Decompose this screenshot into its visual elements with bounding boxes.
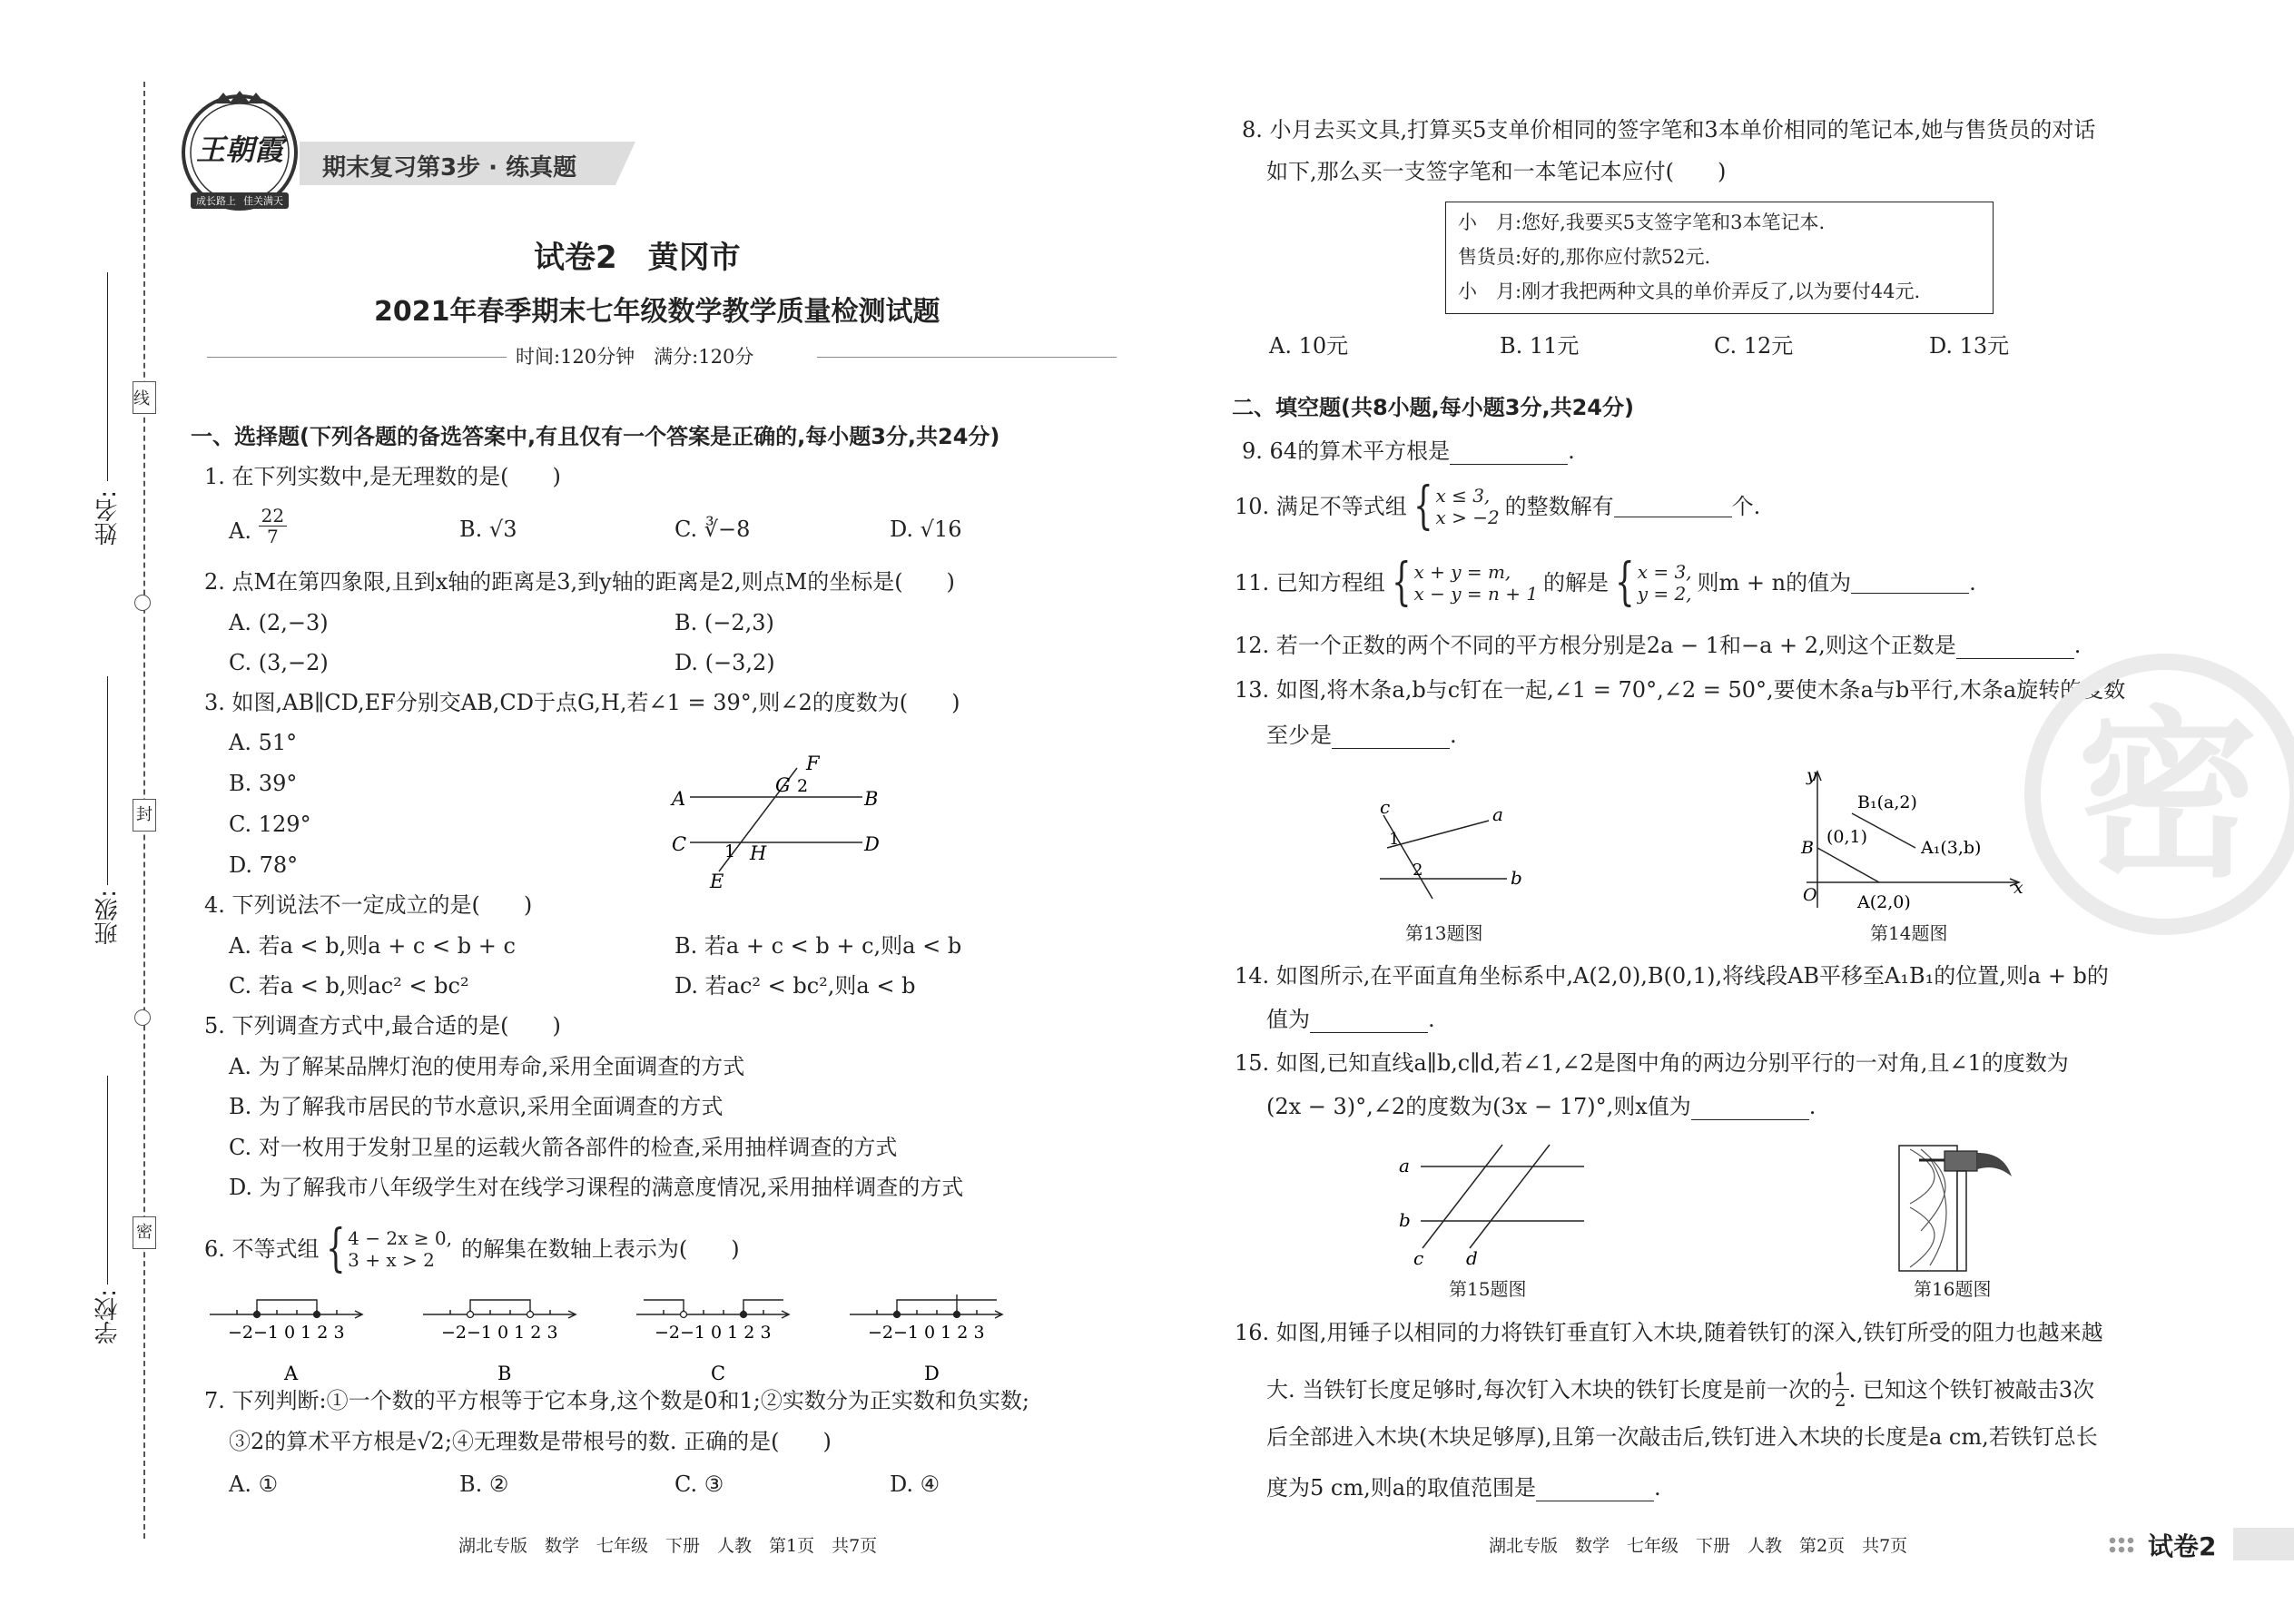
q2-option-d: D. (−3,2) — [674, 650, 775, 675]
q9 — [1242, 438, 1575, 465]
q2-option-b: B. (−2,3) — [674, 610, 774, 635]
q3-option-b: B. 39° — [229, 771, 298, 796]
q16-line3: 后全部进入木块(木块足够厚),且第一次敲击后,铁钉进入木块的长度是a cm,若铁钉总长 — [1266, 1424, 2098, 1450]
q14-fig-a: A(2,0) — [1857, 892, 1911, 912]
q15-fig-d: d — [1466, 1247, 1478, 1269]
q1-stem: 1. 在下列实数中,是无理数的是( ) — [204, 464, 561, 489]
q6-axis-labels-A: −2−1 0 1 2 3 — [228, 1323, 345, 1343]
q3-option-c: C. 129° — [229, 812, 311, 837]
q6-number-lines — [222, 1278, 1058, 1387]
q15-fig-c: c — [1413, 1247, 1424, 1269]
q7-line1: 7. 下列判断:①一个数的平方根等于它本身,这个数是0和1;②实数分为正实数和负实数; — [204, 1388, 1029, 1413]
q3-option-d: D. 78° — [229, 852, 299, 878]
q1-option-d: D. √16 — [890, 517, 962, 542]
q13-fig-label-a: a — [1492, 803, 1503, 825]
q15-line1: 15. 如图,已知直线a∥b,c∥d,若∠1,∠2是图中角的两边分别平行的一对角,且∠1的度数为 — [1235, 1050, 2069, 1076]
q10-ineq-2: x > −2 — [1435, 507, 1500, 528]
q8-line1: 8. 小月去买文具,打算买5支单价相同的签字笔和3本单价相同的笔记本,她与售货员的对话 — [1242, 117, 2096, 143]
q14-fig-b1: B₁(a,2) — [1857, 792, 1917, 812]
q10: 10. 满足不等式组 { x ≤ 3, x > −2 的整数解有 个. — [1235, 477, 1761, 536]
q3-option-a: A. 51° — [229, 730, 298, 755]
q16-line1: 16. 如图,用锤子以相同的力将铁钉垂直钉入木块,随着铁钉的深入,铁钉所受的阻力也越来越 — [1235, 1320, 2103, 1345]
q6-endpoint — [254, 1312, 261, 1318]
q13-fig-angle-2: 2 — [1413, 861, 1423, 880]
q16-line2-post: . 已知这个铁钉被敲击3次 — [1848, 1376, 2095, 1403]
q6-endpoint — [681, 1312, 687, 1318]
q10-ineq-1: x ≤ 3, — [1435, 485, 1491, 507]
q14-answer-blank[interactable] — [1310, 1012, 1428, 1033]
q13-line1: 13. 如图,将木条a,b与c钉在一起,∠1 = 70°,∠2 = 50°,要使木条a与b平行,木条a旋转的度数 — [1235, 677, 2126, 703]
exam-title: 试卷2 黄冈市 — [534, 240, 741, 276]
q15-end: . — [1808, 1094, 1816, 1119]
school-field[interactable] — [107, 1076, 108, 1284]
q6-endpoint — [741, 1312, 747, 1318]
q2-option-c: C. (3,−2) — [229, 650, 329, 675]
time-info: 时间:120分钟 满分:120分 — [516, 346, 754, 368]
q14-figure — [1799, 763, 2035, 917]
q14-fig-b: B — [1801, 838, 1814, 858]
q8-option-a: A. 10元 — [1269, 333, 1349, 359]
q6-axis-labels-D: −2−1 0 1 2 3 — [868, 1323, 985, 1343]
q14-line2-text: 值为 — [1266, 1007, 1310, 1032]
q1-option-a — [229, 505, 287, 547]
binding-circle-1 — [134, 595, 151, 611]
q3-fig-label-b: B — [864, 788, 879, 810]
q8-dialog-line-2: 售货员:好的,那你应付款52元. — [1458, 246, 1711, 268]
q16-caption: 第16题图 — [1914, 1278, 1992, 1300]
q13-end: . — [1450, 723, 1457, 748]
q1-option-c: C. ∛−8 — [674, 517, 751, 542]
q15-figure — [1393, 1139, 1602, 1269]
q10-pre: 10. 满足不等式组 — [1235, 494, 1407, 519]
binding-circle-2 — [134, 1009, 151, 1026]
q16-line2-pre: 大. 当铁钉长度足够时,每次钉入木块的铁钉长度是前一次的 — [1266, 1376, 1832, 1403]
q8-line2: 如下,那么买一支签字笔和一本笔记本应付( ) — [1266, 159, 1727, 184]
q6-solution-ray-D — [897, 1294, 997, 1314]
q13-line2-text: 至少是 — [1266, 723, 1332, 748]
q14-line1: 14. 如图所示,在平面直角坐标系中,A(2,0),B(0,1),将线段AB平移至A₁B₁的位置,则a + b的 — [1235, 963, 2109, 989]
q3-fig-label-f: F — [806, 753, 820, 774]
q1-option-a-label: A. — [229, 518, 251, 544]
q14-caption: 第14题图 — [1870, 922, 1948, 944]
q6-stem: 6. 不等式组 { 4 − 2x ≥ 0, 3 + x > 2 的解集在数轴上表示为( ) — [204, 1219, 740, 1278]
q9-answer-blank[interactable] — [1450, 444, 1568, 465]
q11-sol-2: y = 2, — [1637, 583, 1692, 605]
q3-fig-label-a: A — [672, 788, 686, 810]
q16-frac-den: 2 — [1834, 1389, 1846, 1411]
section2-title: 二、填空题(共8小题,每小题3分,共24分) — [1232, 395, 1634, 420]
q15-answer-blank[interactable] — [1691, 1099, 1809, 1120]
q1-a-denominator: 7 — [266, 526, 279, 547]
name-label: 姓名: — [94, 490, 122, 546]
q10-answer-blank[interactable] — [1614, 497, 1732, 517]
q6-solution-ray-B — [470, 1300, 530, 1314]
q9-text: 9. 64的算术平方根是 — [1242, 438, 1451, 464]
q11-mid: 的解是 — [1543, 570, 1610, 595]
q12-text: 12. 若一个正数的两个不同的平方根分别是2a − 1和−a + 2,则这个正数是 — [1235, 633, 1956, 658]
q5-option-c: C. 对一枚用于发射卫星的运载火箭各部件的检查,采用抽样调查的方式 — [229, 1135, 898, 1160]
q8-dialog-line-1: 小 月:您好,我要买5支签字笔和3本笔记本. — [1458, 212, 1826, 233]
seal-char-xian: 线 — [133, 381, 156, 414]
step-label: 期末复习第3步 · 练真题 — [322, 154, 577, 182]
seal-watermark — [2024, 654, 2294, 935]
q15-line2-text: (2x − 3)°,∠2的度数为(3x − 17)°,则x值为 — [1266, 1094, 1691, 1119]
q6-option-A[interactable]: A — [284, 1363, 299, 1384]
footer-tag: 试卷2 — [2148, 1531, 2217, 1561]
class-field[interactable] — [107, 676, 108, 885]
q13-fig-angle-1: 1 — [1389, 830, 1400, 849]
q6-endpoint — [954, 1312, 960, 1318]
q3-fig-label-g: G — [775, 774, 791, 796]
q6-axis-labels-B: −2−1 0 1 2 3 — [441, 1323, 558, 1343]
time-divider-right — [817, 357, 1117, 358]
q8-option-d: D. 13元 — [1929, 333, 2010, 359]
school-label: 学校: — [94, 1289, 122, 1344]
q2-stem: 2. 点M在第四象限,且到x轴的距离是3,到y轴的距离是2,则点M的坐标是( ) — [204, 569, 955, 595]
q5-option-b: B. 为了解我市居民的节水意识,采用全面调查的方式 — [229, 1094, 724, 1119]
seal-char-feng: 封 — [133, 799, 156, 832]
q13-caption: 第13题图 — [1405, 922, 1483, 944]
q16-figure — [1888, 1140, 2043, 1276]
footer-tag-bar — [2233, 1528, 2294, 1560]
q7-option-d: D. ④ — [890, 1471, 940, 1497]
q6-ineq-1: 4 − 2x ≥ 0, — [348, 1227, 452, 1249]
q16-frac-num: 1 — [1832, 1369, 1849, 1390]
q6-endpoint — [468, 1312, 474, 1318]
q6-endpoint — [314, 1312, 320, 1318]
q8-option-c: C. 12元 — [1714, 333, 1794, 359]
q6-ineq-2: 3 + x > 2 — [348, 1249, 435, 1271]
q3-fig-label-h: H — [750, 842, 767, 864]
q11-end: . — [1969, 570, 1976, 595]
footer-right: 湖北专版 数学 七年级 下册 人教 第2页 共7页 — [1489, 1536, 1908, 1556]
q6-option-C[interactable]: C — [711, 1363, 726, 1384]
q14-fig-y: y — [1807, 765, 1816, 785]
q12 — [1235, 632, 2081, 659]
section1-title: 一、选择题(下列各题的备选答案中,有且仅有一个答案是正确的,每小题3分,共24分) — [191, 424, 1000, 449]
q3-fig-label-e: E — [710, 871, 724, 892]
logo-ribbon-right: 佳关满天 — [243, 195, 283, 207]
q13-fig-label-c: c — [1380, 796, 1391, 818]
q6-stem-post: 的解集在数轴上表示为( ) — [460, 1236, 740, 1262]
q15-fig-a: a — [1399, 1155, 1410, 1176]
q16-line2 — [1266, 1369, 2094, 1410]
q6-endpoint — [527, 1312, 534, 1318]
q10-post: 的整数解有 — [1504, 494, 1614, 519]
q3-figure — [663, 753, 881, 890]
q7-line2: ③2的算术平方根是√2;④无理数是带根号的数. 正确的是( ) — [229, 1429, 832, 1454]
q3-stem: 3. 如图,AB∥CD,EF分别交AB,CD于点G,H,若∠1 = 39°,则∠2的度数为( ) — [204, 690, 960, 715]
brand-logo — [178, 91, 301, 214]
q14-fig-o: O — [1803, 885, 1817, 905]
seal-watermark-char: 密 — [2077, 691, 2260, 902]
seal-char-mi: 密 — [133, 1216, 156, 1249]
q15-line2 — [1266, 1093, 1816, 1120]
q3-fig-label-c: C — [672, 833, 687, 855]
q14-line2 — [1266, 1006, 1435, 1033]
q11-answer-blank[interactable] — [1851, 573, 1969, 594]
q1-a-numerator: 22 — [259, 506, 287, 527]
name-field[interactable] — [107, 272, 108, 481]
q16-end: . — [1654, 1475, 1661, 1501]
q13-line2 — [1266, 722, 1457, 749]
q3-fig-angle-2: 2 — [797, 776, 809, 796]
q2-option-a: A. (2,−3) — [229, 610, 329, 635]
q9-end: . — [1568, 438, 1575, 464]
q6-stem-pre: 6. 不等式组 — [204, 1236, 320, 1262]
q5-option-a: A. 为了解某品牌灯泡的使用寿命,采用全面调查的方式 — [229, 1054, 745, 1079]
q16-line4-text: 度为5 cm,则a的取值范围是 — [1266, 1475, 1537, 1501]
q4-option-b: B. 若a + c < b + c,则a < b — [674, 933, 962, 959]
q8-dialog-line-3: 小 月:刚才我把两种文具的单价弄反了,以为要付44元. — [1458, 281, 1921, 302]
q3-fig-label-d: D — [864, 833, 880, 855]
q13-fig-label-b: b — [1511, 867, 1522, 889]
q4-option-a: A. 若a < b,则a + c < b + c — [229, 933, 516, 959]
q7-option-b: B. ② — [459, 1471, 509, 1497]
q15-fig-b: b — [1399, 1209, 1411, 1231]
q5-option-d: D. 为了解我市八年级学生对在线学习课程的满意度情况,采用抽样调查的方式 — [229, 1175, 964, 1200]
q16-answer-blank[interactable] — [1536, 1481, 1654, 1501]
class-label: 班级: — [94, 890, 122, 945]
time-divider-left — [207, 357, 507, 358]
q11-eq-2: x − y = n + 1 — [1413, 583, 1539, 605]
q15-caption: 第15题图 — [1449, 1278, 1527, 1300]
q4-option-c: C. 若a < b,则ac² < bc² — [229, 973, 469, 999]
q6-solution-ray-C — [644, 1300, 783, 1314]
q11-sol-1: x = 3, — [1637, 561, 1692, 583]
q13-answer-blank[interactable] — [1332, 728, 1450, 749]
q11-pre: 11. 已知方程组 — [1235, 570, 1385, 595]
q12-answer-blank[interactable] — [1956, 638, 2074, 659]
q16-line4 — [1266, 1474, 1661, 1501]
q3-fig-angle-1: 1 — [724, 842, 736, 861]
logo-ribbon-left: 成长路上 — [196, 195, 236, 207]
logo-name: 王朝霞 — [195, 133, 283, 167]
exam-subtitle: 2021年春季期末七年级数学教学质量检测试题 — [374, 296, 940, 328]
footer-tag-dots — [2108, 1536, 2135, 1554]
q4-stem: 4. 下列说法不一定成立的是( ) — [204, 892, 533, 918]
q8-option-b: B. 11元 — [1500, 333, 1580, 359]
q4-option-d: D. 若ac² < bc²,则a < b — [674, 973, 916, 999]
q14-fig-x: x — [2013, 878, 2023, 898]
q14-fig-a1: A₁(3,b) — [1921, 838, 1982, 858]
q11: 11. 已知方程组 { x + y = m, x − y = n + 1 的解是 { x = 3, y = 2, 则m + n的值为 . — [1235, 553, 1976, 612]
q13-figure — [1371, 796, 1552, 901]
q11-eq-1: x + y = m, — [1413, 561, 1511, 583]
q6-axis-labels-C: −2−1 0 1 2 3 — [655, 1323, 772, 1343]
q6-option-B[interactable]: B — [497, 1363, 512, 1384]
q12-end: . — [2073, 633, 2082, 658]
q14-end: . — [1428, 1007, 1435, 1032]
q14-fig-b01: (0,1) — [1826, 827, 1868, 847]
q10-end: 个. — [1731, 494, 1761, 519]
q6-endpoint — [894, 1312, 901, 1318]
q6-option-D[interactable]: D — [924, 1363, 940, 1384]
q1-option-b: B. √3 — [459, 517, 517, 542]
q5-stem: 5. 下列调查方式中,最合适的是( ) — [204, 1013, 561, 1038]
q6-solution-ray-A — [257, 1300, 317, 1314]
footer-left: 湖北专版 数学 七年级 下册 人教 第1页 共7页 — [458, 1536, 878, 1556]
q7-option-c: C. ③ — [674, 1471, 724, 1497]
q11-post: 则m + n的值为 — [1697, 570, 1852, 595]
q7-option-a: A. ① — [229, 1471, 279, 1497]
